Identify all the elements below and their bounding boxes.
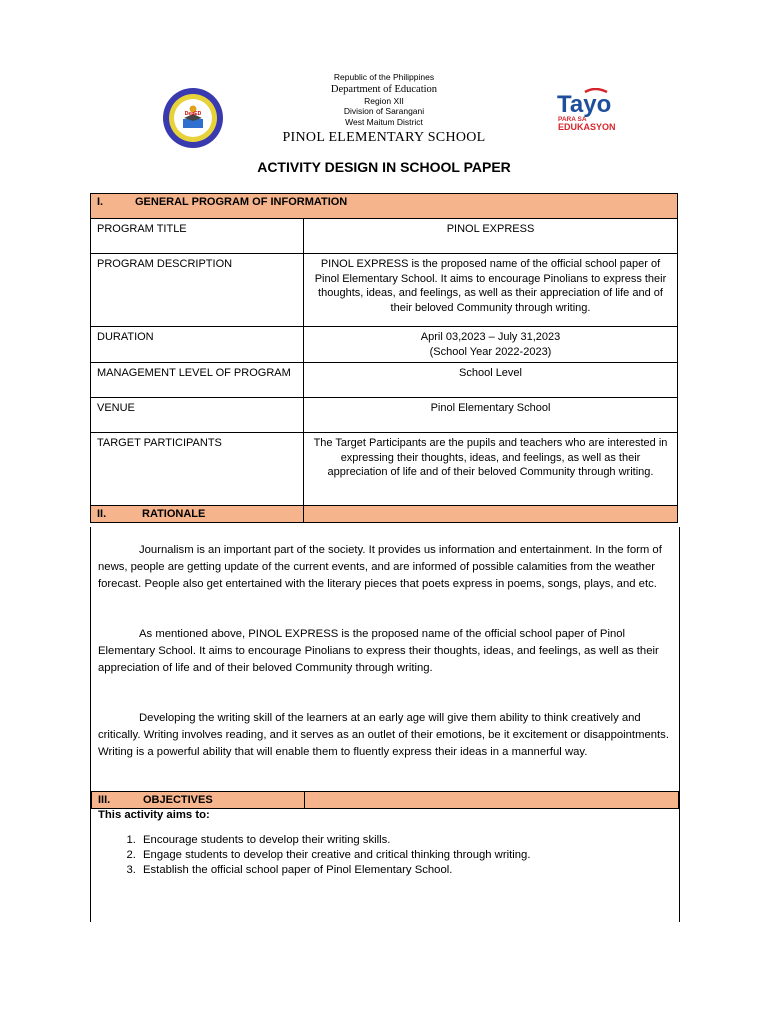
objectives-list xyxy=(115,833,530,878)
table-row xyxy=(91,219,678,254)
row-value: School Level xyxy=(304,363,678,398)
table-row xyxy=(91,363,678,398)
rationale-paragraph: Developing the writing skill of the learners at an early age will give them ability to think creatively and critically. Writing involves reading, and it serves as an outlet of their emotions, be it excitement or disappointments. Writing is a powerful ability that will enable them to fluently express their ideas in a mannerful way. xyxy=(98,712,669,758)
school-name: PINOL ELEMENTARY SCHOOL xyxy=(282,129,486,145)
svg-text:EDUKASYON: EDUKASYON xyxy=(558,122,616,132)
row-label: VENUE xyxy=(91,398,304,433)
table-row xyxy=(91,254,678,327)
section-number: III. xyxy=(98,794,111,806)
svg-text:Tayo: Tayo xyxy=(557,91,612,118)
department-line: Department of Education xyxy=(330,83,438,95)
row-value xyxy=(304,327,678,363)
section-number: II. xyxy=(97,508,107,520)
section-label: OBJECTIVES xyxy=(143,794,213,806)
rationale-paragraph: As mentioned above, PINOL EXPRESS is the proposed name of the official school paper of Pinol Elementary School. It aims to encourage Pinolians to express their thoughts, ideas, and feelings, as well as their appreciation of life and of their beloved Community through writing. xyxy=(98,628,659,674)
division-line: Division of Sarangani xyxy=(343,106,425,117)
row-value: The Target Participants are the pupils and teachers who are interested in expressing their thoughts, ideas, and feelings, as well as their appreciation of life and of their beloved Community through writing. xyxy=(304,433,678,506)
table-row xyxy=(91,398,678,433)
row-label: PROGRAM DESCRIPTION xyxy=(91,254,304,327)
section-header-rationale xyxy=(91,506,678,523)
region-line: Region XII xyxy=(364,95,404,106)
svg-text:DepED: DepED xyxy=(184,111,202,117)
rationale-and-objectives xyxy=(90,527,680,922)
row-label: PROGRAM TITLE xyxy=(91,219,304,254)
duration-dates: April 03,2023 – July 31,2023 xyxy=(420,331,561,343)
section-label: GENERAL PROGRAM OF INFORMATION xyxy=(135,196,348,208)
duration-school-year: (School Year 2022-2023) xyxy=(429,345,552,358)
svg-text:PARA SA: PARA SA xyxy=(558,116,587,123)
aims-intro: This activity aims to: xyxy=(98,809,210,821)
row-value: Pinol Elementary School xyxy=(304,398,678,433)
table-row xyxy=(91,327,678,363)
section-header-objectives xyxy=(91,791,679,809)
letterhead xyxy=(0,72,768,146)
section-header-general xyxy=(91,194,678,219)
list-item: 3. Establish the official school paper of Pinol Elementary School. xyxy=(139,863,530,878)
row-value: PINOL EXPRESS is the proposed name of the official school paper of Pinol Elementary School. It aims to encourage Pinolians to express their thoughts, ideas, and feelings, as well as their appreciation of life and of their beloved Community through writing. xyxy=(304,254,678,327)
row-label: TARGET PARTICIPANTS xyxy=(91,433,304,506)
section-label: RATIONALE xyxy=(142,508,206,520)
list-item: 2. Engage students to develop their creative and critical thinking through writing. xyxy=(139,848,530,863)
rationale-paragraph: Journalism is an important part of the society. It provides us information and entertainment. In the form of news, people are getting update of the current events, and are informed of possible calamities from the weather forecast. People also get entertained with the literary pieces that poets express in poems, songs, plays, and etc. xyxy=(98,544,662,590)
table-row xyxy=(91,433,678,506)
row-label: MANAGEMENT LEVEL OF PROGRAM xyxy=(91,363,304,398)
row-label: DURATION xyxy=(91,327,304,363)
section-number: I. xyxy=(97,196,104,208)
document-title: ACTIVITY DESIGN IN SCHOOL PAPER xyxy=(257,159,511,175)
republic-line: Republic of the Philippines xyxy=(333,72,435,82)
district-line: West Maitum District xyxy=(345,117,423,127)
program-info-table xyxy=(90,193,678,523)
list-item: 1. Encourage students to develop their writing skills. xyxy=(139,833,530,848)
row-value: PINOL EXPRESS xyxy=(304,219,678,254)
